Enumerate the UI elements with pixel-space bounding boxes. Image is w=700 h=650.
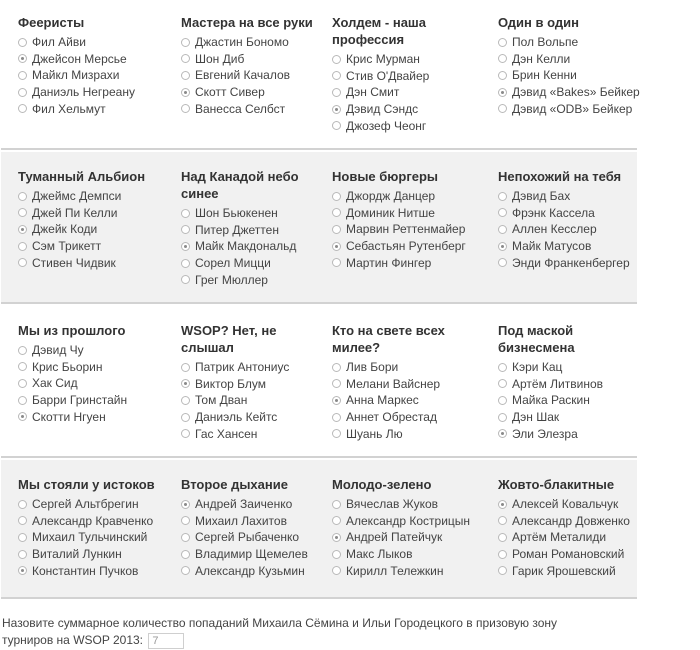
group-title: WSOP? Нет, не слышал [181, 323, 277, 355]
option-label: Константин Пучков [32, 563, 139, 578]
radio-button[interactable] [498, 550, 507, 559]
radio-button[interactable] [498, 71, 507, 80]
radio-button[interactable] [498, 225, 507, 234]
option-label: Александр Кравченко [32, 513, 154, 528]
radio-option[interactable] [181, 359, 326, 376]
radio-option[interactable] [181, 496, 326, 513]
group-title: Под маской бизнесмена [498, 323, 575, 355]
radio-option[interactable] [18, 529, 163, 546]
radio-option[interactable] [181, 546, 326, 563]
radio-button[interactable] [181, 259, 190, 268]
radio-button[interactable] [332, 225, 341, 234]
option-label: Сергей Альтбрегин [32, 497, 139, 512]
question [2, 615, 582, 649]
option-label: Аллен Кесслер [512, 222, 597, 237]
radio-option[interactable] [18, 238, 163, 255]
radio-option[interactable] [18, 205, 163, 222]
radio-option[interactable] [498, 84, 640, 101]
radio-option[interactable] [181, 34, 326, 51]
radio-option[interactable] [181, 255, 326, 272]
radio-button[interactable] [18, 550, 27, 559]
radio-option[interactable] [332, 221, 477, 238]
radio-button[interactable] [332, 550, 341, 559]
radio-button[interactable] [332, 192, 341, 201]
option-label: Шон Диб [195, 51, 245, 66]
radio-option[interactable] [332, 205, 477, 222]
radio-button[interactable] [181, 275, 190, 284]
radio-option[interactable] [498, 359, 633, 376]
option-label: Эли Элезра [512, 426, 578, 441]
option-label: Александр Кострицын [346, 513, 471, 528]
option-label: Александр Кузьмин [195, 563, 305, 578]
radio-button[interactable] [18, 516, 27, 525]
group-title: Второе дыхание [181, 477, 288, 492]
group-title: Над Канадой небо синее [181, 169, 299, 201]
radio-button[interactable] [332, 516, 341, 525]
radio-option[interactable] [332, 496, 477, 513]
option-label: Скотт Сивер [195, 85, 265, 100]
option-label: Дэвид «Bakes» Бейкер [512, 85, 640, 100]
group [181, 322, 326, 442]
option-label: Гас Хансен [195, 426, 258, 441]
radio-button[interactable] [18, 258, 27, 267]
radio-button[interactable] [498, 192, 507, 201]
radio-option[interactable] [498, 51, 633, 68]
radio-button[interactable] [181, 533, 190, 542]
option-label: Гарик Ярошевский [512, 563, 616, 578]
radio-button[interactable] [18, 71, 27, 80]
radio-button[interactable] [18, 104, 27, 113]
option-label: Джастин Бономо [195, 35, 289, 50]
option-label: Андрей Заиченко [195, 497, 293, 512]
option-label: Дэвид Бах [512, 189, 571, 204]
radio-option[interactable] [498, 376, 633, 393]
group [18, 322, 163, 425]
group-title: Мы стояли у истоков [18, 477, 155, 492]
option-label: Дэн Смит [346, 85, 400, 100]
radio-option[interactable] [498, 67, 633, 84]
radio-option[interactable] [498, 496, 633, 513]
option-label: Грег Мюллер [195, 272, 268, 287]
group [498, 476, 633, 579]
option-label: Артём Металиди [512, 530, 607, 545]
radio-button[interactable] [181, 516, 190, 525]
option-label: Алексей Ковальчук [512, 497, 619, 512]
question-text: Назовите суммарное количество попаданий Михаила Сёмина и Ильи Городецкого в призовую зону турниров на WSOP 2013: [2, 616, 558, 647]
radio-button[interactable] [18, 242, 27, 251]
radio-button[interactable] [498, 208, 507, 217]
radio-button[interactable] [181, 363, 190, 372]
radio-option[interactable] [18, 188, 163, 205]
radio-option[interactable] [18, 359, 163, 376]
radio-option[interactable] [181, 513, 326, 530]
option-label: Мелани Вайснер [346, 376, 441, 391]
group [18, 14, 163, 117]
radio-button[interactable] [181, 38, 190, 47]
radio-button[interactable] [18, 192, 27, 201]
radio-button[interactable] [498, 379, 507, 388]
radio-option[interactable] [18, 513, 163, 530]
radio-option[interactable] [332, 51, 477, 68]
radio-option[interactable] [332, 513, 477, 530]
radio-button[interactable] [332, 566, 341, 575]
option-label: Джейк Коди [32, 222, 98, 237]
radio-button[interactable] [181, 550, 190, 559]
option-label: Даниэль Кейтс [195, 410, 278, 425]
option-label: Сорел Мицци [195, 256, 271, 271]
radio-button[interactable] [498, 38, 507, 47]
group-title: Непохожий на тебя [498, 169, 622, 184]
option-label: Роман Романовский [512, 547, 625, 562]
radio-button[interactable] [498, 242, 507, 251]
option-label: Анна Маркес [346, 393, 419, 408]
radio-button[interactable] [332, 105, 341, 114]
option-label: Джордж Данцер [346, 189, 436, 204]
group-title: Туманный Альбион [18, 169, 146, 184]
option-label: Майк Макдональд [195, 239, 297, 254]
radio-option[interactable] [332, 529, 477, 546]
radio-button[interactable] [18, 208, 27, 217]
option-label: Виктор Блум [195, 376, 266, 391]
radio-option[interactable] [181, 238, 326, 255]
option-label: Фрэнк Кассела [512, 205, 595, 220]
radio-button[interactable] [18, 54, 27, 63]
radio-button[interactable] [332, 55, 341, 64]
radio-option[interactable] [332, 101, 477, 118]
radio-option[interactable] [181, 100, 326, 117]
option-label: Джеймс Демпси [32, 189, 122, 204]
option-label: Владимир Щемелев [195, 547, 308, 562]
radio-button[interactable] [332, 121, 341, 130]
option-label: Фил Айви [32, 35, 86, 50]
option-label: Энди Франкенбергер [512, 255, 630, 270]
radio-option[interactable] [332, 188, 477, 205]
group [498, 14, 640, 117]
group-title: Молодо-зелено [332, 477, 432, 492]
group [18, 476, 163, 579]
radio-option[interactable] [332, 425, 477, 442]
group-title: Феериcты [18, 15, 85, 30]
radio-option[interactable] [18, 408, 163, 425]
option-label: Евгений Качалов [195, 68, 291, 83]
radio-option[interactable] [18, 375, 163, 392]
radio-button[interactable] [18, 88, 27, 97]
option-label: Дэн Шак [512, 410, 560, 425]
radio-button[interactable] [18, 38, 27, 47]
option-label: Марвин Реттенмайер [346, 222, 466, 237]
radio-button[interactable] [498, 396, 507, 405]
radio-option[interactable] [18, 496, 163, 513]
option-label: Вячеслав Жуков [346, 497, 439, 512]
option-label: Александр Довженко [512, 513, 630, 528]
radio-button[interactable] [181, 429, 190, 438]
radio-option[interactable] [332, 392, 477, 409]
radio-option[interactable] [181, 409, 326, 426]
option-label: Майкл Мизрахи [32, 68, 120, 83]
option-label: Хак Сид [32, 376, 78, 391]
option-label: Андрей Патейчук [346, 530, 443, 545]
radio-button[interactable] [332, 258, 341, 267]
option-label: Макс Лыков [346, 547, 413, 562]
option-label: Даниэль Негреану [32, 85, 135, 100]
radio-button[interactable] [18, 396, 27, 405]
radio-button[interactable] [332, 413, 341, 422]
radio-option[interactable] [332, 359, 477, 376]
radio-button[interactable] [181, 71, 190, 80]
option-label: Сергей Рыбаченко [195, 530, 300, 545]
group [181, 476, 326, 579]
radio-option[interactable] [332, 238, 477, 255]
group [498, 322, 633, 442]
option-label: Дэвид Сэндс [346, 102, 419, 117]
group [332, 322, 477, 442]
option-label: Крис Бьорин [32, 359, 103, 374]
option-label: Майка Раскин [512, 393, 590, 408]
radio-button[interactable] [498, 88, 507, 97]
radio-button[interactable] [181, 242, 190, 251]
option-label: Дэвид Чу [32, 343, 84, 358]
radio-option[interactable] [181, 529, 326, 546]
option-label: Стив О'Двайер [346, 68, 430, 83]
option-label: Джей Пи Келли [32, 205, 118, 220]
option-label: Сэм Трикетт [32, 239, 102, 254]
answer-input[interactable]: 7 [148, 633, 184, 649]
option-label: Виталий Лункин [32, 547, 122, 562]
radio-option[interactable] [18, 546, 163, 563]
option-label: Михаил Тульчинский [32, 530, 148, 545]
group [498, 168, 633, 271]
option-label: Джейсон Мерсье [32, 51, 127, 66]
radio-button[interactable] [498, 516, 507, 525]
option-label: Ванесса Селбст [195, 101, 286, 116]
option-label: Кэри Кац [512, 360, 563, 375]
option-label: Доминик Нитше [346, 205, 435, 220]
radio-option[interactable] [332, 254, 477, 271]
option-label: Артём Литвинов [512, 376, 603, 391]
option-label: Питер Джеттен [195, 222, 279, 237]
option-label: Михаил Лахитов [195, 513, 287, 528]
radio-button[interactable] [18, 500, 27, 509]
radio-button[interactable] [181, 104, 190, 113]
radio-button[interactable] [18, 362, 27, 371]
radio-option[interactable] [181, 271, 326, 288]
option-label: Себастьян Рутенберг [346, 239, 466, 254]
radio-button[interactable] [498, 566, 507, 575]
radio-button[interactable] [332, 208, 341, 217]
option-label: Скотти Нгуен [32, 409, 106, 424]
option-label: Брин Кенни [512, 68, 577, 83]
group-title: Жовто-блакитные [498, 477, 615, 492]
radio-button[interactable] [181, 54, 190, 63]
radio-button[interactable] [498, 533, 507, 542]
option-label: Дэн Келли [512, 51, 571, 66]
option-label: Пол Вольпе [512, 35, 579, 50]
radio-option[interactable] [181, 51, 326, 68]
radio-button[interactable] [332, 71, 341, 80]
radio-option[interactable] [498, 100, 633, 117]
radio-button[interactable] [332, 88, 341, 97]
radio-button[interactable] [332, 363, 341, 372]
radio-option[interactable] [498, 254, 633, 271]
group-title: Новые бюргеры [332, 169, 439, 184]
radio-option[interactable] [332, 562, 477, 579]
radio-button[interactable] [181, 209, 190, 218]
radio-button[interactable] [498, 413, 507, 422]
option-label: Барри Гринстайн [32, 393, 128, 408]
radio-button[interactable] [498, 429, 507, 438]
radio-option[interactable] [18, 51, 163, 68]
radio-option[interactable] [18, 254, 163, 271]
radio-button[interactable] [18, 379, 27, 388]
option-label: Мартин Фингер [346, 255, 432, 270]
radio-option[interactable] [498, 425, 633, 442]
radio-button[interactable] [181, 566, 190, 575]
radio-option[interactable] [18, 221, 163, 238]
radio-option[interactable] [18, 34, 163, 51]
radio-option[interactable] [18, 67, 163, 84]
radio-option[interactable] [498, 513, 633, 530]
option-label: Шон Бьюкенен [195, 206, 278, 221]
radio-option[interactable] [498, 529, 633, 546]
group [332, 168, 477, 271]
radio-button[interactable] [18, 566, 27, 575]
radio-option[interactable] [332, 409, 477, 426]
radio-option[interactable] [181, 67, 326, 84]
radio-option[interactable] [18, 84, 163, 101]
radio-button[interactable] [498, 104, 507, 113]
option-label: Майк Матусов [512, 239, 592, 254]
group-title: Мастера на все руки [181, 15, 313, 30]
radio-button[interactable] [18, 225, 27, 234]
option-label: Лив Бори [346, 360, 399, 375]
group-title: Один в один [498, 15, 579, 30]
radio-button[interactable] [181, 88, 190, 97]
radio-option[interactable] [498, 188, 633, 205]
radio-option[interactable] [181, 562, 326, 579]
option-label: Стивен Чидвик [32, 255, 116, 270]
group-title: Кто на свете всех милее? [332, 323, 445, 355]
radio-button[interactable] [18, 346, 27, 355]
radio-option[interactable] [18, 100, 163, 117]
option-label: Кирилл Тележкин [346, 563, 444, 578]
radio-option[interactable] [498, 562, 633, 579]
radio-option[interactable] [181, 205, 326, 222]
radio-option[interactable] [498, 409, 633, 426]
radio-option[interactable] [498, 205, 633, 222]
radio-option[interactable] [181, 425, 326, 442]
radio-option[interactable] [498, 238, 633, 255]
radio-button[interactable] [332, 500, 341, 509]
option-label: Том Дван [195, 393, 248, 408]
radio-button[interactable] [18, 533, 27, 542]
group-title: Холдем - наша профессия [332, 15, 427, 47]
group [332, 14, 477, 134]
radio-option[interactable] [332, 84, 477, 101]
radio-option[interactable] [498, 546, 633, 563]
group [181, 14, 326, 117]
group-title: Мы из прошлого [18, 323, 126, 338]
radio-button[interactable] [181, 379, 190, 388]
radio-option[interactable] [498, 221, 633, 238]
option-label: Патрик Антониус [195, 360, 290, 375]
radio-button[interactable] [181, 225, 190, 234]
group [332, 476, 477, 579]
option-label: Аннет Обрестад [346, 410, 437, 425]
radio-button[interactable] [332, 396, 341, 405]
radio-button[interactable] [181, 396, 190, 405]
option-label: Джозеф Чеонг [346, 118, 427, 133]
radio-option[interactable] [181, 376, 326, 393]
radio-button[interactable] [18, 412, 27, 421]
radio-button[interactable] [181, 500, 190, 509]
option-label: Дэвид «ODB» Бейкер [512, 101, 633, 116]
radio-option[interactable] [18, 342, 163, 359]
option-label: Фил Хельмут [32, 101, 106, 116]
radio-option[interactable] [181, 392, 326, 409]
radio-option[interactable] [181, 84, 326, 101]
radio-option[interactable] [332, 68, 477, 85]
radio-button[interactable] [498, 363, 507, 372]
radio-button[interactable] [332, 379, 341, 388]
radio-button[interactable] [498, 500, 507, 509]
radio-button[interactable] [181, 413, 190, 422]
radio-button[interactable] [332, 242, 341, 251]
radio-option[interactable] [18, 392, 163, 409]
radio-button[interactable] [332, 429, 341, 438]
radio-option[interactable] [332, 376, 477, 393]
radio-button[interactable] [332, 533, 341, 542]
option-label: Шуань Лю [346, 426, 403, 441]
group [18, 168, 163, 271]
radio-option[interactable] [498, 392, 633, 409]
radio-option[interactable] [332, 546, 477, 563]
radio-option[interactable] [181, 222, 326, 239]
radio-button[interactable] [498, 258, 507, 267]
radio-option[interactable] [18, 562, 163, 579]
radio-option[interactable] [332, 117, 477, 134]
option-label: Крис Мурман [346, 52, 420, 67]
radio-option[interactable] [498, 34, 633, 51]
group [181, 168, 326, 288]
radio-button[interactable] [498, 54, 507, 63]
